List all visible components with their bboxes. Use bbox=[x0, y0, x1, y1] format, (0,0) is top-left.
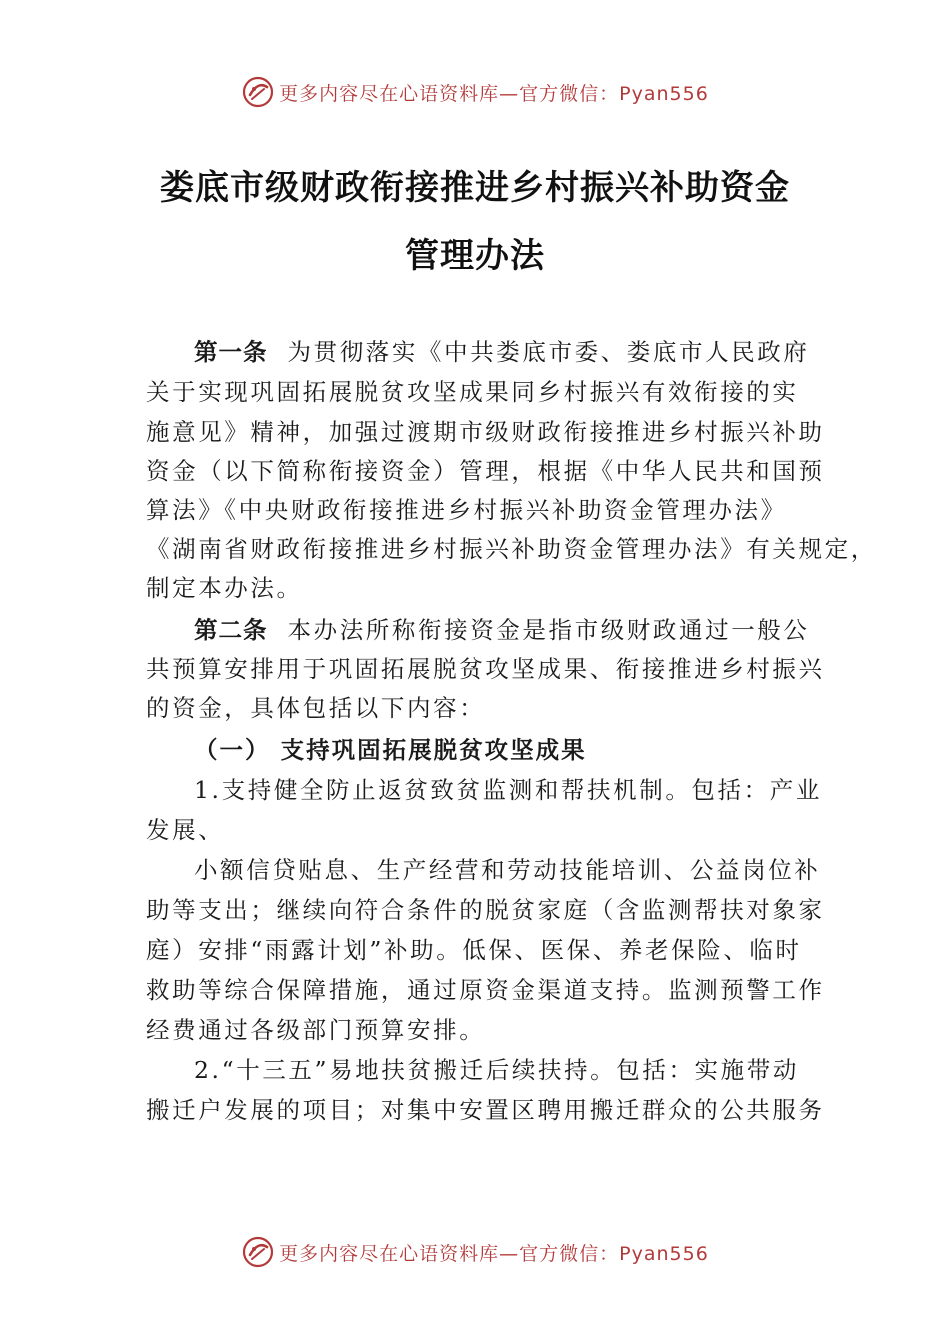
item-1-line: 助等支出；继续向符合条件的脱贫家庭（含监测帮扶对象家 bbox=[146, 896, 825, 924]
article-1-line: 施意见》精神，加强过渡期市级财政衔接推进乡村振兴补助 bbox=[146, 418, 825, 446]
page-title-line2: 管理办法 bbox=[405, 236, 545, 276]
logo-icon bbox=[241, 75, 275, 109]
item-1-line: 救助等综合保障措施，通过原资金渠道支持。监测预警工作 bbox=[146, 976, 825, 1004]
page-title: 娄底市级财政衔接推进乡村振兴补助资金 bbox=[160, 168, 790, 208]
article-2-line: 第二条 本办法所称衔接资金是指市级财政通过一般公 bbox=[194, 616, 810, 644]
article-1-line: 关于实现巩固拓展脱贫攻坚成果同乡村振兴有效衔接的实 bbox=[146, 378, 799, 406]
article-1-line: 《湖南省财政衔接推进乡村振兴补助资金管理办法》有关规定， bbox=[146, 535, 877, 563]
item-1-line: 经费通过各级部门预算安排。 bbox=[146, 1016, 486, 1044]
article-1-line: 算法》《中央财政衔接推进乡村振兴补助资金管理办法》 bbox=[146, 496, 787, 524]
item-1-line: 发展、 bbox=[146, 816, 225, 844]
footer-banner bbox=[0, 1232, 950, 1272]
section-heading: （一） 支持巩固拓展脱贫攻坚成果 bbox=[194, 736, 587, 764]
article-2-line: 共预算安排用于巩固拓展脱贫攻坚成果、衔接推进乡村振兴 bbox=[146, 655, 825, 683]
banner-text: 更多内容尽在心语资料库—官方微信：Pyan556 bbox=[279, 82, 709, 105]
header-banner bbox=[0, 72, 950, 112]
article-1-line: 制定本办法。 bbox=[146, 574, 303, 602]
banner-text: 更多内容尽在心语资料库—官方微信：Pyan556 bbox=[279, 1242, 709, 1265]
article-1-line: 资金（以下简称衔接资金）管理，根据《中华人民共和国预 bbox=[146, 457, 825, 485]
article-2-label: 第二条 bbox=[194, 616, 268, 644]
item-2-line: 搬迁户发展的项目；对集中安置区聘用搬迁群众的公共服务 bbox=[146, 1096, 825, 1124]
item-1-line: 1.支持健全防止返贫致贫监测和帮扶机制。包括：产业 bbox=[194, 776, 822, 804]
item-1-line: 小额信贷贴息、生产经营和劳动技能培训、公益岗位补 bbox=[194, 856, 821, 884]
item-2-line: 2.“十三五”易地扶贫搬迁后续扶持。包括：实施带动 bbox=[194, 1056, 799, 1084]
article-1-label: 第一条 bbox=[194, 338, 268, 366]
item-1-line: 庭）安排“雨露计划”补助。低保、医保、养老保险、临时 bbox=[146, 936, 802, 964]
article-2-line: 的资金，具体包括以下内容： bbox=[146, 694, 486, 722]
article-1-line: 第一条 为贯彻落实《中共娄底市委、娄底市人民政府 bbox=[194, 338, 810, 366]
logo-icon bbox=[241, 1235, 275, 1269]
